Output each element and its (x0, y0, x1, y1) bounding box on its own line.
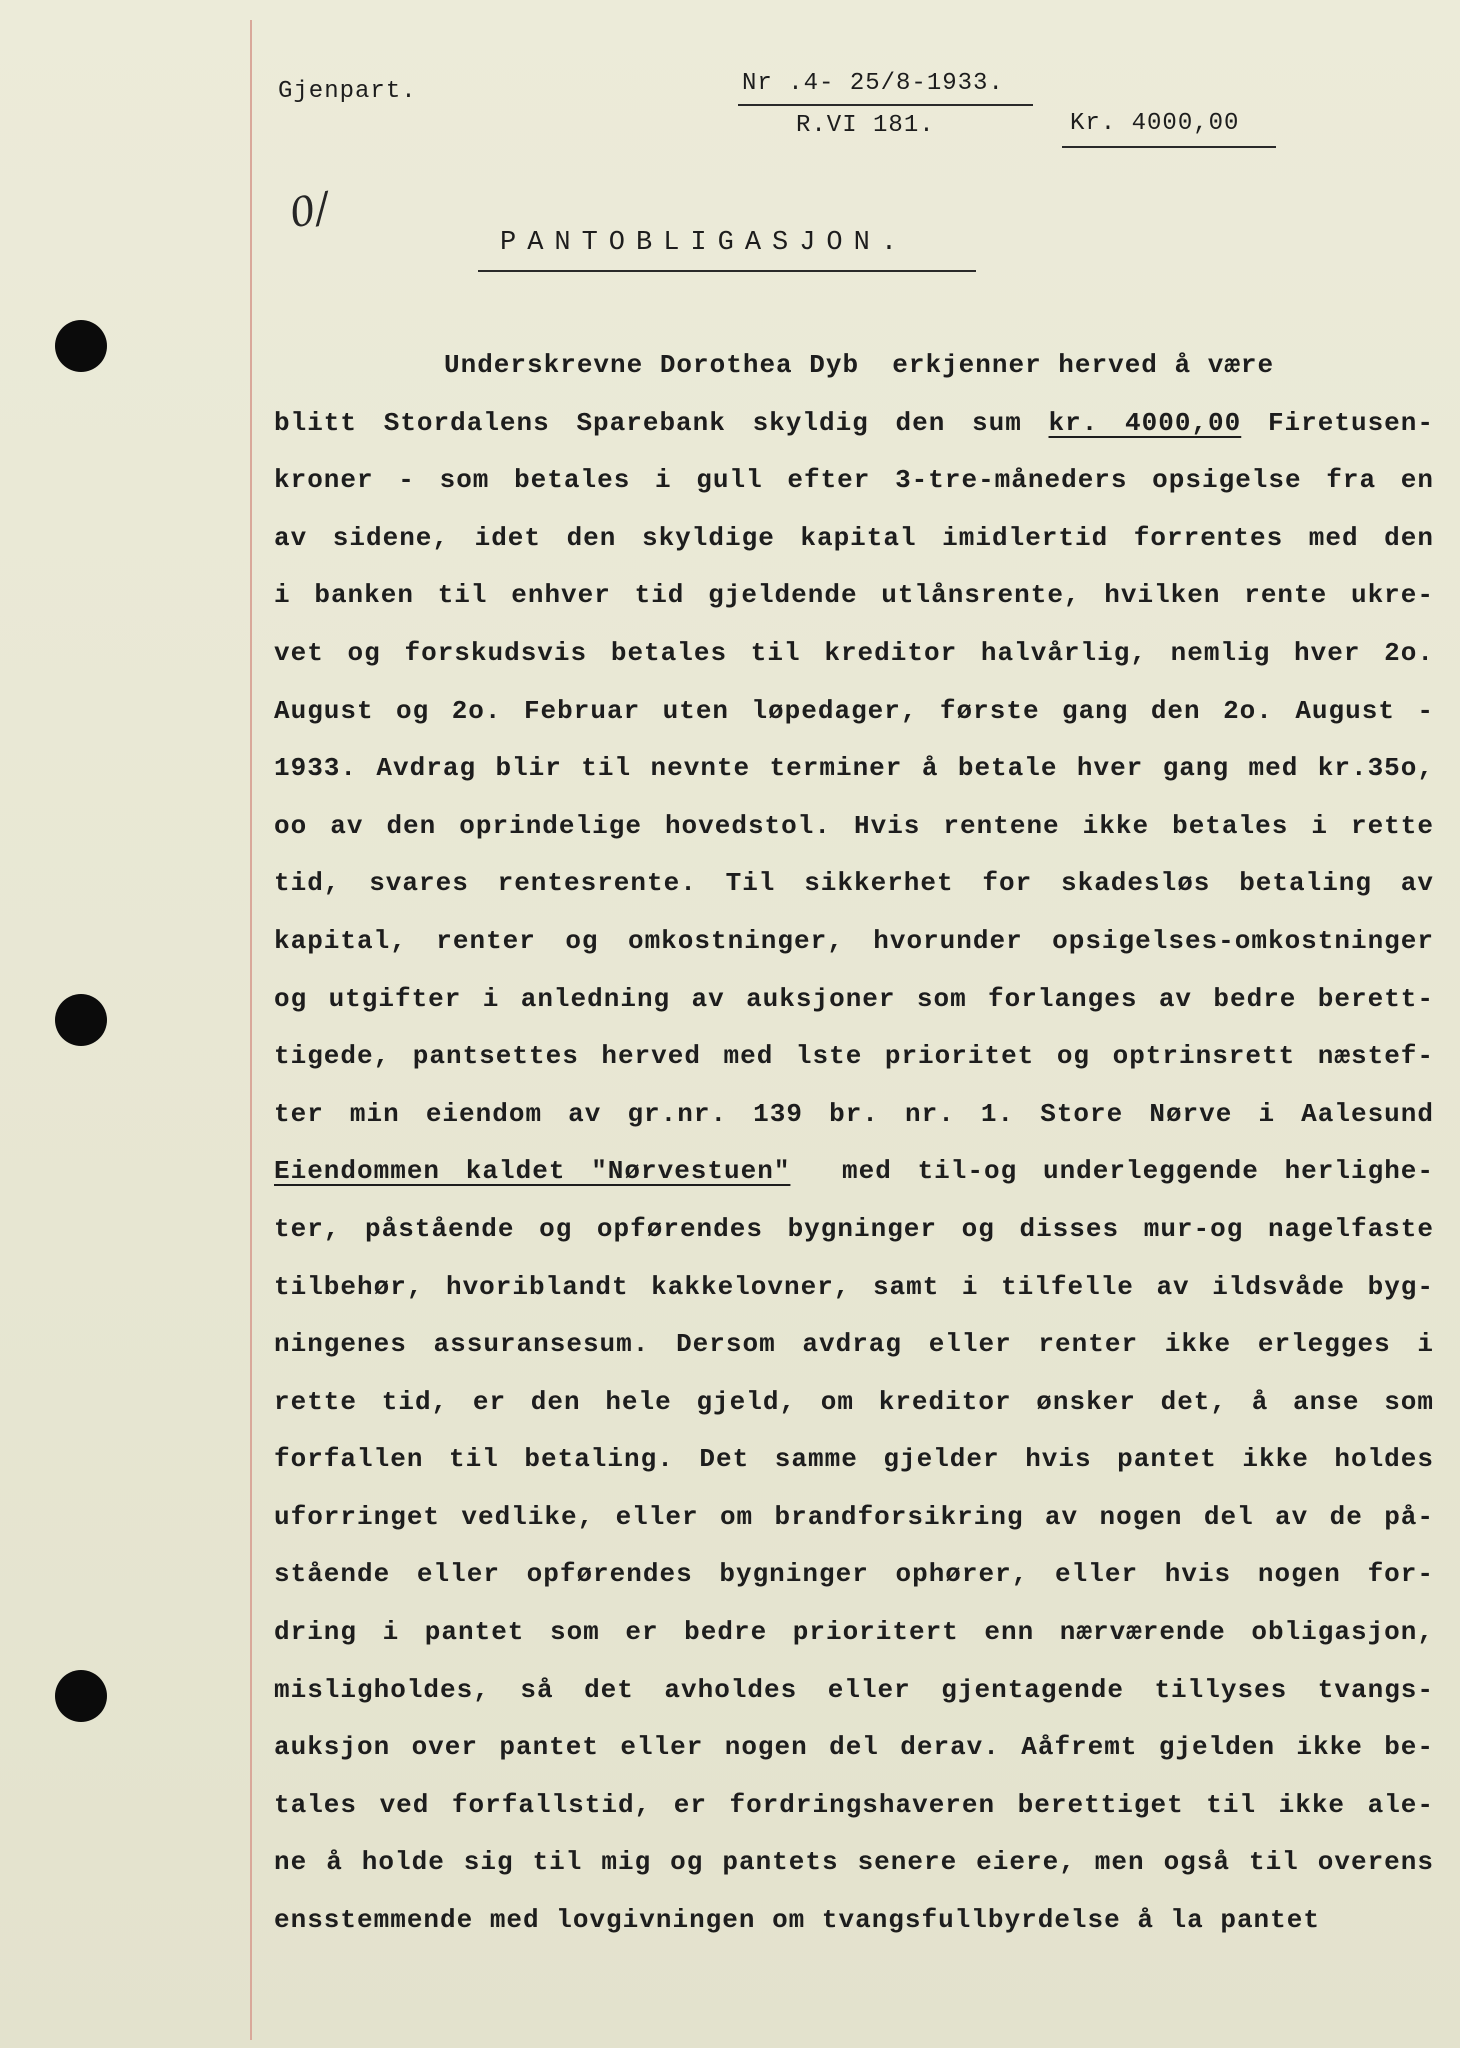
underlined-amount: kr. 4000,00 (1048, 407, 1242, 438)
underlined-property-name: Eiendommen kaldet "Nørvestuen" (274, 1156, 791, 1187)
body-line: uforringet vedlike, eller om brandforsikring av nogen del av de på- (274, 1501, 1434, 1532)
body-line: rette tid, er den hele gjeld, om kreditor ønsker det, å anse som (274, 1386, 1434, 1417)
body-line: tales ved forfallstid, er fordringshaveren berettiget til ikke ale- (274, 1789, 1434, 1820)
copy-label: Gjenpart. (278, 78, 417, 105)
body-line: forfallen til betaling. Det samme gjelder hvis pantet ikke holdes (274, 1444, 1434, 1475)
punch-hole-bottom (55, 1670, 107, 1722)
body-line: auksjon over pantet eller nogen del derav. Aåfremt gjelden ikke be- (274, 1732, 1434, 1763)
body-text-segment: blitt Stordalens Sparebank skyldig den sum (274, 407, 1049, 438)
body-line: ter, påstående og opførendes bygninger og disses mur-og nagelfaste (274, 1213, 1434, 1244)
header-amount: Kr. 4000,00 (1070, 110, 1240, 137)
body-line: oo av den oprindelige hovedstol. Hvis rentene ikke betales i rette (274, 810, 1434, 841)
body-line: ningenes assuransesum. Dersom avdrag eller renter ikke erlegges i (274, 1329, 1434, 1360)
punch-hole-top (55, 320, 107, 372)
punch-hole-middle (55, 994, 107, 1046)
body-line: kroner - som betales i gull efter 3-tre-måneders opsigelse fra en (274, 465, 1434, 496)
body-text-segment: med til-og underleggende herlighe- (790, 1156, 1434, 1187)
body-line (274, 395, 1434, 453)
body-line: i banken til enhver tid gjeldende utlånsrente, hvilken rente ukre- (274, 580, 1434, 611)
body-line: dring i pantet som er bedre prioritert enn nærværende obligasjon, (274, 1617, 1434, 1648)
document-title: PANTOBLIGASJON. (500, 228, 909, 258)
body-line: ne å holde sig til mig og pantets senere eiere, men også til overens (274, 1847, 1434, 1878)
body-line: tigede, pantsettes herved med lste prioritet og optrinsrett næstef- (274, 1041, 1434, 1072)
body-line (274, 1143, 1434, 1201)
body-text-segment: Firetusen- (1241, 407, 1434, 438)
handwritten-mark: 0/ (285, 184, 334, 238)
header-amount-underline (1062, 146, 1276, 148)
body-line: ter min eiendom av gr.nr. 139 br. nr. 1. Store Nørve i Aalesund (274, 1098, 1434, 1129)
document-number-underline (738, 104, 1033, 106)
register-reference: R.VI 181. (796, 112, 935, 139)
body-line: tid, svares rentesrente. Til sikkerhet for skadesløs betaling av (274, 868, 1434, 899)
body-line: av sidene, idet den skyldige kapital imidlertid forrentes med den (274, 522, 1434, 553)
red-margin-line (250, 20, 252, 2040)
body-line: kapital, renter og omkostninger, hvorunder opsigelses-omkostninger (274, 925, 1434, 956)
body-line: tilbehør, hvoriblandt kakkelovner, samt i tilfelle av ildsvåde byg- (274, 1271, 1434, 1302)
document-title-underline (478, 270, 976, 272)
document-body (274, 337, 1434, 1950)
body-line: og utgifter i anledning av auksjoner som forlanges av bedre berett- (274, 983, 1434, 1014)
body-line: stående eller opførendes bygninger ophører, eller hvis nogen for- (274, 1559, 1434, 1590)
body-line: ensstemmende med lovgivningen om tvangsfullbyrdelse å la pantet (274, 1905, 1320, 1936)
document-number: Nr .4- 25/8-1933. (742, 70, 1004, 97)
body-line: Underskrevne Dorothea Dyb erkjenner herved å være (444, 350, 1275, 380)
body-line: misligholdes, så det avholdes eller gjentagende tillyses tvangs- (274, 1674, 1434, 1705)
body-line: 1933. Avdrag blir til nevnte terminer å betale hver gang med kr.35o, (274, 753, 1434, 784)
body-line: August og 2o. Februar uten løpedager, første gang den 2o. August - (274, 695, 1434, 726)
body-line: vet og forskudsvis betales til kreditor halvårlig, nemlig hver 2o. (274, 637, 1434, 668)
